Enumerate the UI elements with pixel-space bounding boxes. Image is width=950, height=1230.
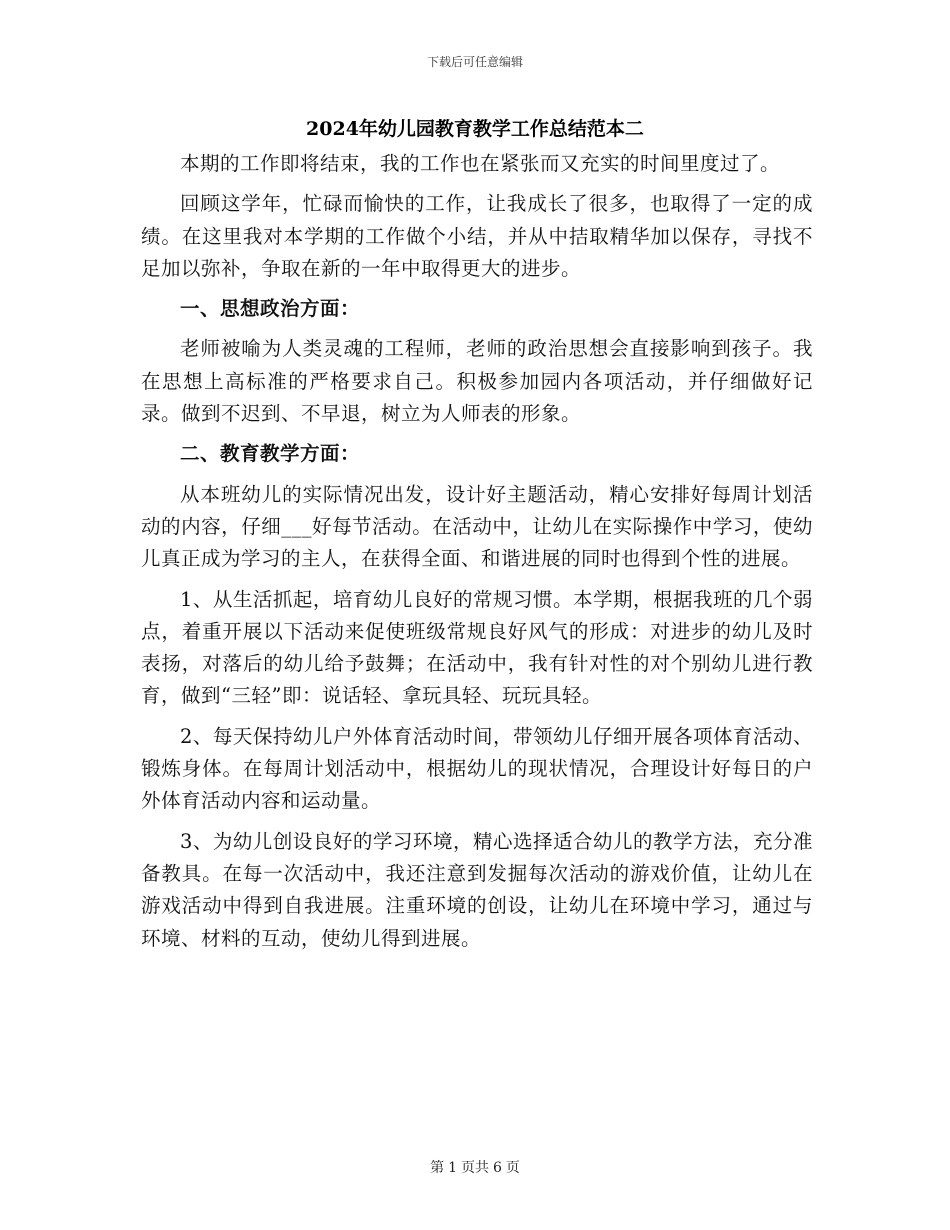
paragraph: 3、为幼儿创设良好的学习环境，精心选择适合幼儿的教学方法，充分准备教具。在每一次活动中，我还注意到发掘每次活动的游戏价值，让幼儿在游戏活动中得到自我进展。注重环境的创设，让幼儿在环境中学习，通过与环境、材料的互动，使幼儿得到进展。 (141, 829, 813, 950)
paragraph: 老师被喻为人类灵魂的工程师，老师的政治思想会直接影响到孩子。我在思想上高标准的严格要求自己。积极参加园内各项活动，并仔细做好记录。做到不迟到、不早退，树立为人师表的形象。 (141, 337, 813, 426)
document-body (141, 148, 813, 963)
footer-suffix: 页 (505, 1160, 520, 1176)
section-heading: 一、思想政治方面： (180, 297, 361, 321)
paragraph: 从本班幼儿的实际情况出发，设计好主题活动，精心安排好每周计划活动的内容，仔细___好每节活动。在活动中，让幼儿在实际操作中学习，使幼儿真正成为学习的主人，在获得全面、和谐进展的同时也得到个性的进展。 (141, 482, 813, 571)
footer-prefix: 第 (430, 1160, 445, 1176)
section-heading: 二、教育教学方面： (180, 442, 361, 466)
paragraph: 2、每天保持幼儿户外体育活动时间，带领幼儿仔细开展各项体育活动、锻炼身体。在每周计划活动中，根据幼儿的现状情况，合理设计好每日的户外体育活动内容和运动量。 (141, 724, 813, 813)
paragraph: 本期的工作即将结束，我的工作也在紧张而又充实的时间里度过了。 (180, 152, 781, 175)
document-title: 2024年幼儿园教育教学工作总结范本二 (306, 118, 644, 140)
header-note: 下载后可任意编辑 (426, 55, 523, 69)
paragraph: 回顾这学年，忙碌而愉快的工作，让我成长了很多，也取得了一定的成绩。在这里我对本学期的工作做个小结，并从中拮取精华加以保存，寻找不足加以弥补，争取在新的一年中取得更大的进步。 (141, 192, 813, 280)
footer-page-number: 1 (448, 1160, 457, 1176)
footer-middle: 页共 (461, 1160, 489, 1176)
footer-total-pages: 6 (493, 1160, 502, 1176)
page-footer (0, 1157, 950, 1177)
paragraph: 1、从生活抓起，培育幼儿良好的常规习惯。本学期，根据我班的几个弱点，着重开展以下活动来促使班级常规良好风气的形成：对进步的幼儿及时表扬，对落后的幼儿给予鼓舞；在活动中，我有针对性的对个别幼儿进行教育，做到“三轻”即：说话轻、拿玩具轻、玩玩具轻。 (141, 587, 813, 708)
